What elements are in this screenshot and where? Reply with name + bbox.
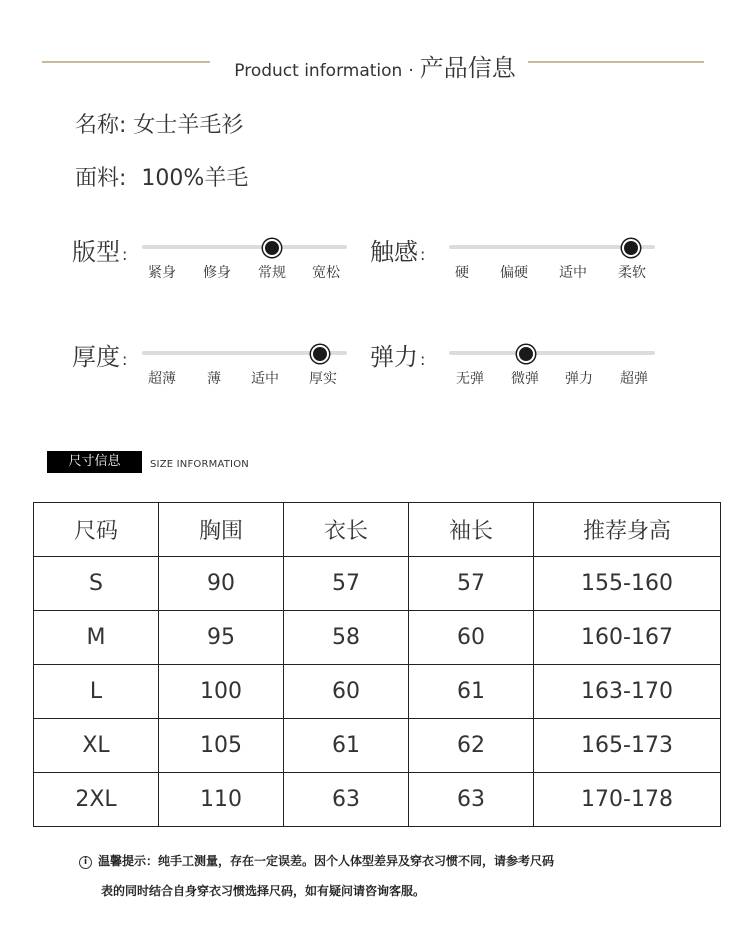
product-name-label: 名称:	[75, 113, 127, 138]
product-name-value: 女士羊毛衫	[133, 113, 244, 138]
section-title	[210, 48, 540, 83]
feel-scale-label-colon: :	[420, 245, 426, 264]
table-cell: 58	[284, 611, 409, 665]
elasticity-scale-label	[370, 337, 425, 372]
table-cell: 163-170	[534, 665, 721, 719]
product-fabric-row	[75, 161, 248, 192]
size-table	[33, 502, 721, 827]
note-text-1: 温馨提示：纯手工测量，存在一定误差。因个人体型差异及穿衣习惯不同，请参考尺码	[98, 854, 555, 868]
thickness-scale-option: 薄	[207, 371, 221, 387]
fit-scale-option: 常规	[258, 265, 286, 281]
table-cell: 165-173	[534, 719, 721, 773]
feel-scale-label-text: 触感	[370, 238, 418, 266]
elasticity-scale-label-text: 弹力	[370, 343, 418, 371]
info-icon: i	[79, 856, 92, 869]
table-cell: 155-160	[534, 557, 721, 611]
size-info-badge: 尺寸信息	[47, 451, 142, 473]
table-cell: 57	[284, 557, 409, 611]
feel-scale-option: 适中	[559, 265, 587, 281]
table-cell: 90	[159, 557, 284, 611]
table-cell: 2XL	[34, 773, 159, 827]
table-cell: 95	[159, 611, 284, 665]
elasticity-scale-option: 超弹	[620, 371, 648, 387]
size-table-header: 袖长	[409, 503, 534, 557]
table-row	[34, 557, 721, 611]
feel-scale-label	[370, 232, 425, 267]
table-cell: 60	[409, 611, 534, 665]
fit-scale-label	[72, 232, 127, 267]
header-divider-left	[42, 61, 210, 63]
feel-scale-marker-icon	[622, 239, 640, 257]
size-table-header: 推荐身高	[534, 503, 721, 557]
header-divider-right	[528, 61, 704, 63]
table-cell: L	[34, 665, 159, 719]
size-table-header: 胸围	[159, 503, 284, 557]
fit-scale-option: 修身	[203, 265, 231, 281]
elasticity-scale-track	[449, 351, 655, 355]
elasticity-scale-option: 无弹	[456, 371, 484, 387]
table-row	[34, 611, 721, 665]
elasticity-scale-option: 弹力	[565, 371, 593, 387]
table-cell: 160-167	[534, 611, 721, 665]
table-cell: M	[34, 611, 159, 665]
table-cell: 100	[159, 665, 284, 719]
thickness-scale-option: 厚实	[309, 371, 337, 387]
table-row	[34, 773, 721, 827]
fit-scale-label-text: 版型	[72, 238, 120, 266]
table-cell: 170-178	[534, 773, 721, 827]
feel-scale-option: 柔软	[618, 265, 646, 281]
elasticity-scale-marker-icon	[517, 345, 535, 363]
table-cell: 110	[159, 773, 284, 827]
thickness-scale-label-text: 厚度	[72, 343, 120, 371]
section-title-en: Product information	[234, 61, 403, 81]
note-line-1	[79, 852, 554, 869]
table-cell: 61	[284, 719, 409, 773]
table-cell: 62	[409, 719, 534, 773]
table-cell: XL	[34, 719, 159, 773]
feel-scale-option: 偏硬	[500, 265, 528, 281]
section-title-cn: 产品信息	[419, 54, 516, 82]
feel-scale-option: 硬	[455, 265, 469, 281]
table-cell: 105	[159, 719, 284, 773]
table-cell: 63	[409, 773, 534, 827]
thickness-scale-marker-icon	[311, 345, 329, 363]
table-cell: 57	[409, 557, 534, 611]
table-row	[34, 719, 721, 773]
note-line-2	[101, 882, 425, 899]
fit-scale-label-colon: :	[122, 245, 128, 264]
fit-scale-option: 紧身	[148, 265, 176, 281]
size-info-subtitle: SIZE INFORMATION	[150, 459, 249, 470]
thickness-scale-label	[72, 337, 127, 372]
thickness-scale-option: 适中	[251, 371, 279, 387]
table-cell: 61	[409, 665, 534, 719]
table-cell: 60	[284, 665, 409, 719]
product-name-row	[75, 108, 243, 139]
size-table-header: 尺码	[34, 503, 159, 557]
thickness-scale-label-colon: :	[122, 350, 128, 369]
elasticity-scale-option: 微弹	[511, 371, 539, 387]
table-cell: S	[34, 557, 159, 611]
fit-scale-option: 宽松	[312, 265, 340, 281]
fit-scale-track	[142, 245, 347, 249]
product-fabric-label: 面料:	[75, 166, 127, 191]
size-table-header-row	[34, 503, 721, 557]
product-fabric-value: 100%羊毛	[141, 166, 249, 191]
section-title-separator: ·	[408, 61, 414, 81]
note-text-2: 表的同时结合自身穿衣习惯选择尺码，如有疑问请咨询客服。	[101, 884, 426, 898]
table-row	[34, 665, 721, 719]
fit-scale-marker-icon	[263, 239, 281, 257]
table-cell: 63	[284, 773, 409, 827]
elasticity-scale-label-colon: :	[420, 350, 426, 369]
thickness-scale-option: 超薄	[148, 371, 176, 387]
size-table-header: 衣长	[284, 503, 409, 557]
